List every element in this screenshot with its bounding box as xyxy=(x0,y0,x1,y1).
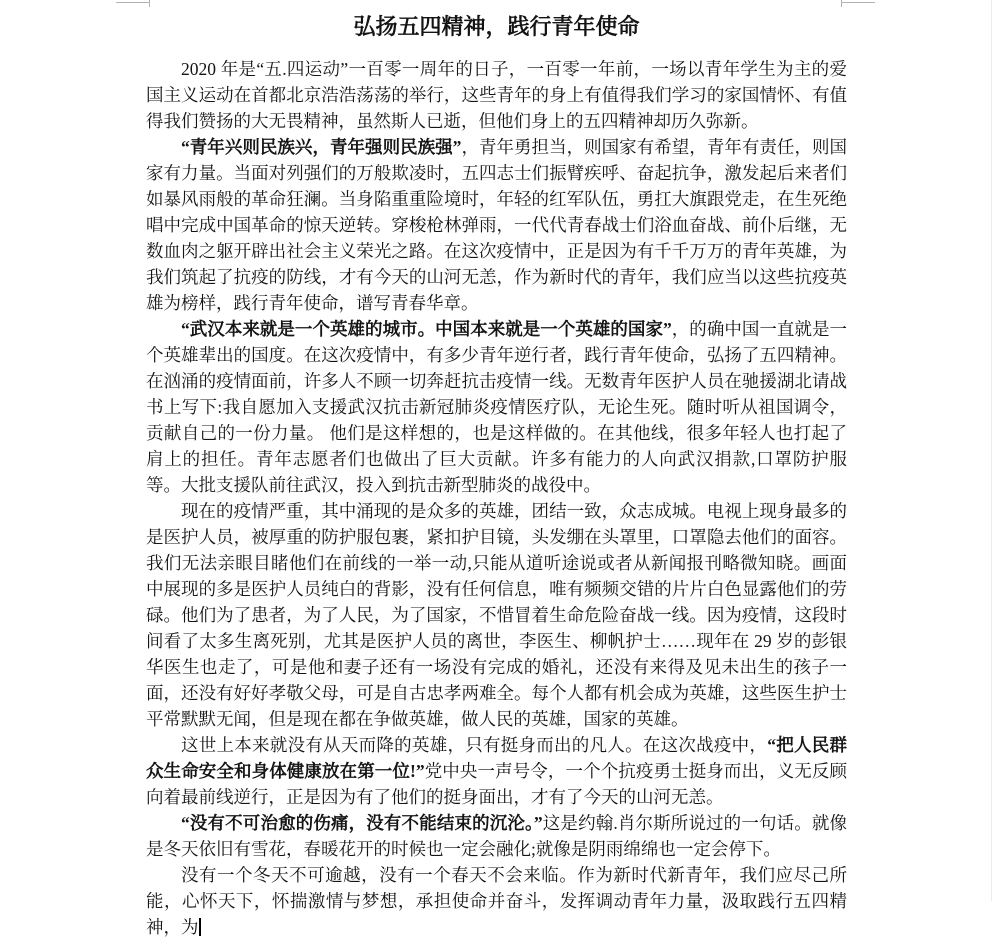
body-text-run: ，青年勇担当，则国家有希望，青年有责任，则国家有力量。当面对列强们的万般欺凌时，五四志士们振臂疾呼、奋起抗争，激发起后来者们如暴风雨般的革命狂澜。当身陷重重险境时，年轻的红军队伍，勇扛大旗跟党走，在生死绝唱中完成中国革命的惊天逆转。穿梭枪林弹雨，一代代青春战士们浴血奋战、前仆后继，无数血肉之躯开辟出社会主义荣光之路。在这次疫情中，正是因为有千千万万的青年英雄，为我们筑起了抗疫的防线，才有今天的山河无恙，作为新时代的青年，我们应当以这些抗疫英雄为榜样，践行青年使命，谱写青春华章。 xyxy=(146,137,847,313)
paragraph-4[interactable] xyxy=(146,498,847,732)
body-text-run: ，的确中国一直就是一个英雄辈出的国度。在这次疫情中，有多少青年逆行者，践行青年使命，弘扬了五四精神。在汹涌的疫情面前，许多人不顾一切奔赶抗击疫情一线。无数青年医护人员在驰援湖北请战书上写下:我自愿加入支援武汉抗击新冠肺炎疫情医疗队，无论生死。随时听从祖国调令，贡献自己的一份力量。 他们是这样想的，也是这样做的。在其他线，很多年轻人也打起了肩上的担任。青年志愿者们也做出了巨大贡献。许多有能力的人向武汉捐款,口罩防护服等。大批支援队前往武汉，投入到抗击新型肺炎的战役中。 xyxy=(146,319,848,495)
paragraph-5[interactable] xyxy=(146,732,847,810)
quoted-emphasis-run: “青年兴则民族兴，青年强则民族强” xyxy=(181,137,462,157)
paragraph-7[interactable] xyxy=(146,862,847,940)
text-caret xyxy=(199,918,201,936)
body-text-run: 党中央一声号令，一个个抗疫勇士挺身而出，义无反顾向着最前线逆行，正是因为有了他们的挺身面出，才有了今天的山河无恙。 xyxy=(146,761,848,807)
quoted-emphasis-run: “武汉本来就是一个英雄的城市。中国本来就是一个英雄的国家” xyxy=(181,319,672,339)
quoted-emphasis-run: “没有不可治愈的伤痛，没有不能结束的沉沦。” xyxy=(181,813,543,833)
body-text-run: 2020 年是“五.四运动”一百零一周年的日子，一百零一年前，一场以青年学生为主的爱国主义运动在首都北京浩浩荡荡的举行，这些青年的身上有值得我们学习的家国情怀、有值得我们赞扬的大无畏精神，虽然斯人已逝，但他们身上的五四精神却历久弥新。 xyxy=(146,59,847,131)
body-text-run: 没有一个冬天不可逾越，没有一个春天不会来临。作为新时代新青年，我们应尽己所能，心怀天下，怀揣激情与梦想，承担使命并奋斗，发挥调动青年力量，汲取践行五四精神，为 xyxy=(146,865,847,937)
document-text-area[interactable] xyxy=(146,0,848,937)
paragraph-3[interactable] xyxy=(146,316,847,498)
paragraph-6[interactable] xyxy=(146,810,847,862)
body-text-run: 这世上本来就没有从天而降的英雄，只有挺身而出的凡人。在这次战疫中， xyxy=(181,735,768,755)
body-text-run: 这是约翰.肖尔斯所说过的一句话。就像是冬天依旧有雪花，春暖花开的时候也一定会融化;就像是阴雨绵绵也一定会停下。 xyxy=(146,813,848,859)
paragraph-1[interactable] xyxy=(146,56,847,134)
quoted-emphasis-run: “把人民群众生命安全和身体健康放在第一位!” xyxy=(146,735,848,781)
paragraphs xyxy=(146,56,847,940)
margin-mark-top-left-horizontal xyxy=(116,2,150,3)
body-text-run: 现在的疫情严重，其中涌现的是众多的英雄，团结一致，众志成城。电视上现身最多的是医护人员，被厚重的防护服包裹，紧扣护目镜，头发绷在头罩里，口罩隐去他们的面容。我们无法亲眼目睹他们在前线的一举一动,只能从道听途说或者从新闻报刊略微知晓。画面中展现的多是医护人员纯白的背影，没有任何信息，唯有频频交错的片片白色显露他们的劳碌。他们为了患者，为了人民，为了国家，不惜冒着生命危险奋战一线。因为疫情，这段时间看了太多生离死别，尤其是医护人员的离世，李医生、柳帆护士……现年在 29 岁的彭银华医生也走了，可是他和妻子还有一场没有完成的婚礼，还没有来得及见未出生的孩子一面，还没有好好孝敬父母，可是自古忠孝两难全。每个人都有机会成为英雄，这些医生护士平常默默无闻，但是现在都在争做英雄，做人民的英雄，国家的英雄。 xyxy=(146,501,847,729)
document-title[interactable]: 弘扬五四精神，践行青年使命 xyxy=(353,14,640,39)
paragraph-2[interactable] xyxy=(146,134,847,316)
